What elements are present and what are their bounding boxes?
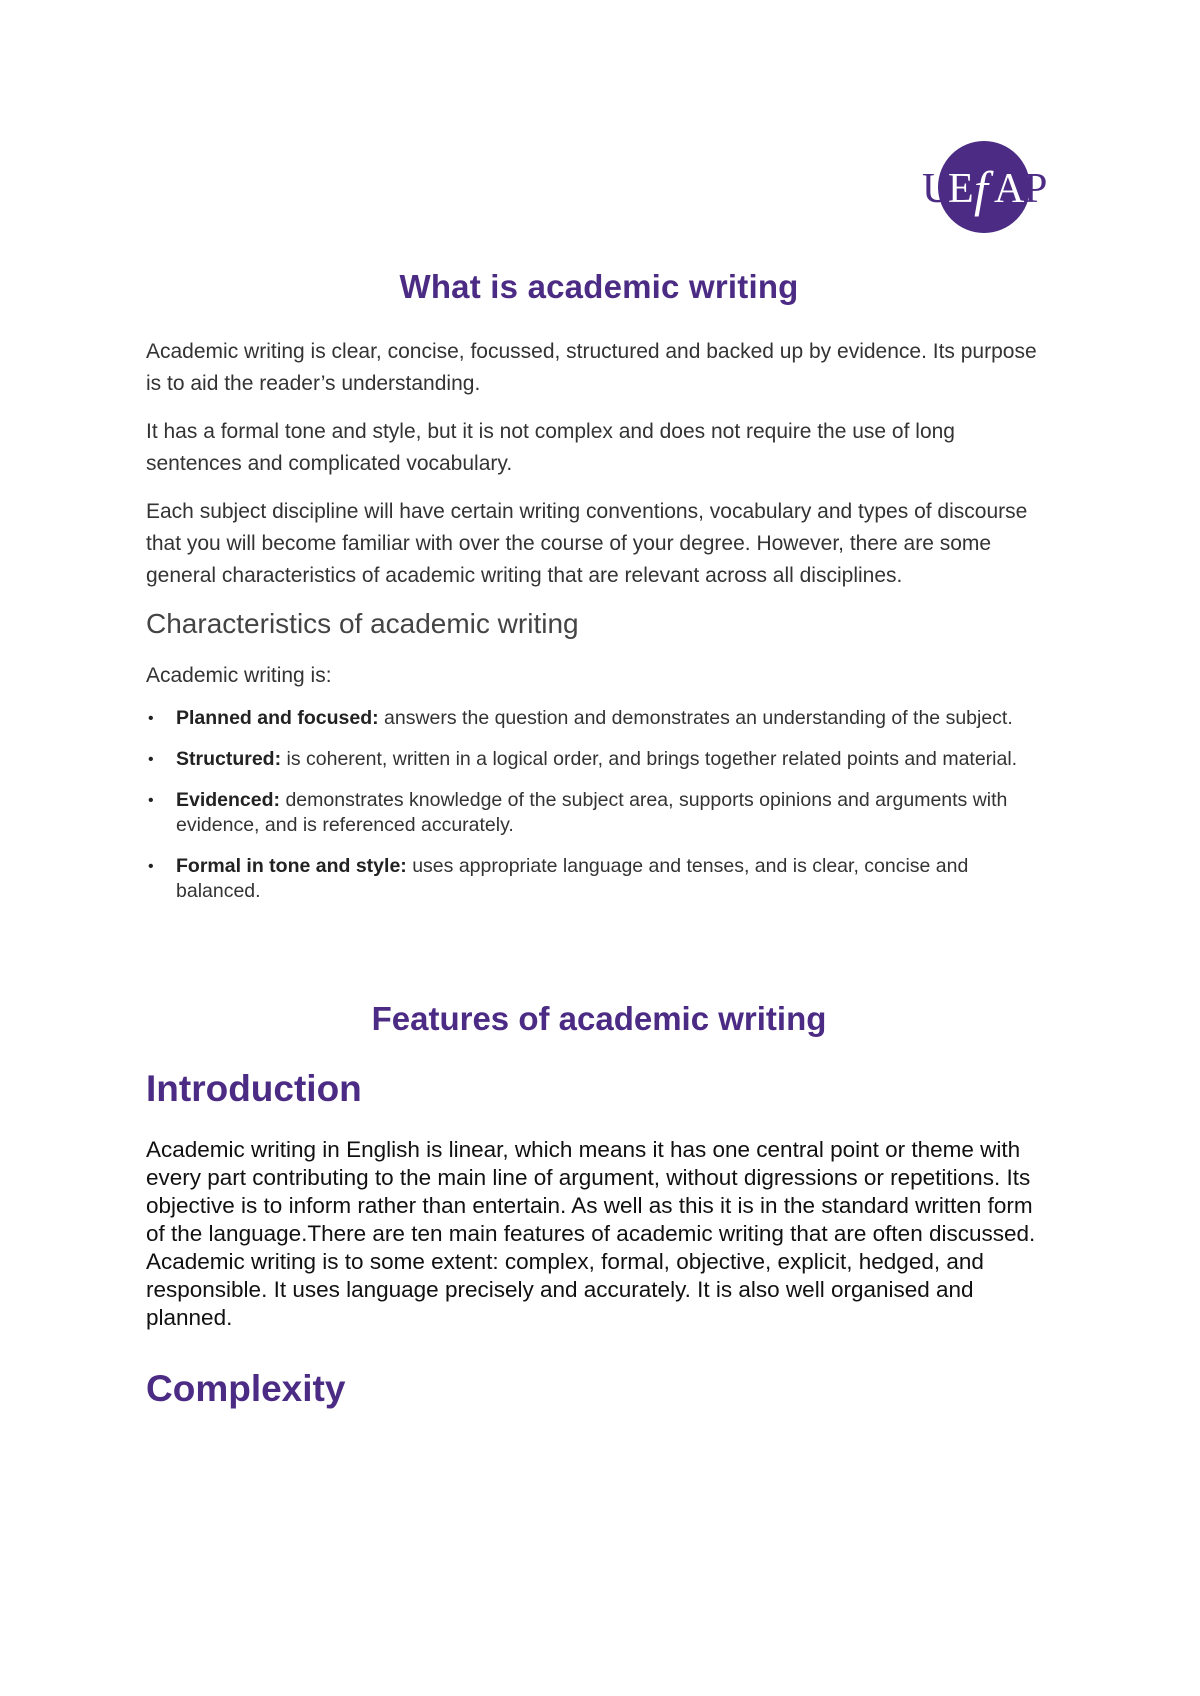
logo-text-p: P	[1024, 166, 1048, 212]
section-title-features: Features of academic writing	[371, 1000, 827, 1037]
list-item	[146, 854, 1052, 904]
list-item	[146, 788, 1052, 838]
heading-complexity: Complexity	[146, 1368, 346, 1409]
bullet-icon: •	[148, 751, 154, 768]
section-title-what-is: What is academic writing	[399, 268, 799, 305]
paragraph-disciplines: Each subject discipline will have certain writing conventions, vocabulary and types of discourse that you will become familiar with over the course of your degree. However, there are some general characteristics of academic writing that are relevant across all disciplines.	[146, 500, 1028, 587]
list-item-label: Planned and focused:	[176, 707, 379, 729]
bullet-icon: •	[148, 792, 154, 809]
paragraph-tone: It has a formal tone and style, but it is not complex and does not require the use of long sentences and complicated vocabulary.	[146, 420, 955, 475]
logo-text-a: A	[994, 166, 1025, 212]
list-item-text: uses appropriate language and tenses, and is clear, concise and balanced.	[176, 855, 969, 902]
characteristics-list	[146, 706, 1052, 904]
paragraph-introduction: Academic writing in English is linear, which means it has one central point or theme with every part contributing to the main line of argument, without digressions or repetitions. Its objective is to inform rather than entertain. As well as this it is in the standard written form of the language.There are ten main features of academic writing that are often discussed. Academic writing is to some extent: complex, formal, objective, explicit, hedged, and responsible. It uses language precisely and accurately. It is also well organised and planned.	[146, 1137, 1036, 1330]
list-item-text: answers the question and demonstrates an understanding of the subject.	[378, 707, 1013, 729]
list-item-text: demonstrates knowledge of the subject area, supports opinions and arguments with evidence, and is referenced accurately.	[176, 789, 1008, 836]
list-item-label: Evidenced:	[176, 789, 281, 811]
list-item	[146, 706, 1052, 731]
list-item-label: Structured:	[176, 748, 282, 770]
list-item	[146, 747, 1052, 772]
subheading-characteristics: Characteristics of academic writing	[146, 608, 579, 639]
document-content	[146, 268, 1052, 1436]
logo-text-left: U	[922, 166, 953, 212]
uefap-logo-graphic	[918, 140, 1068, 236]
uefap-logo	[918, 140, 1068, 236]
paragraph-definition: Academic writing is clear, concise, focussed, structured and backed up by evidence. Its purpose is to aid the reader’s understanding.	[146, 340, 1037, 395]
bullet-icon: •	[148, 710, 154, 727]
logo-text-f: f	[974, 161, 988, 217]
heading-introduction: Introduction	[146, 1068, 362, 1109]
bullet-icon: •	[148, 858, 154, 875]
logo-text-mid: E	[948, 166, 974, 212]
characteristics-intro: Academic writing is:	[146, 664, 332, 687]
list-item-text: is coherent, written in a logical order, and brings together related points and material.	[281, 748, 1018, 770]
list-item-label: Formal in tone and style:	[176, 855, 407, 877]
